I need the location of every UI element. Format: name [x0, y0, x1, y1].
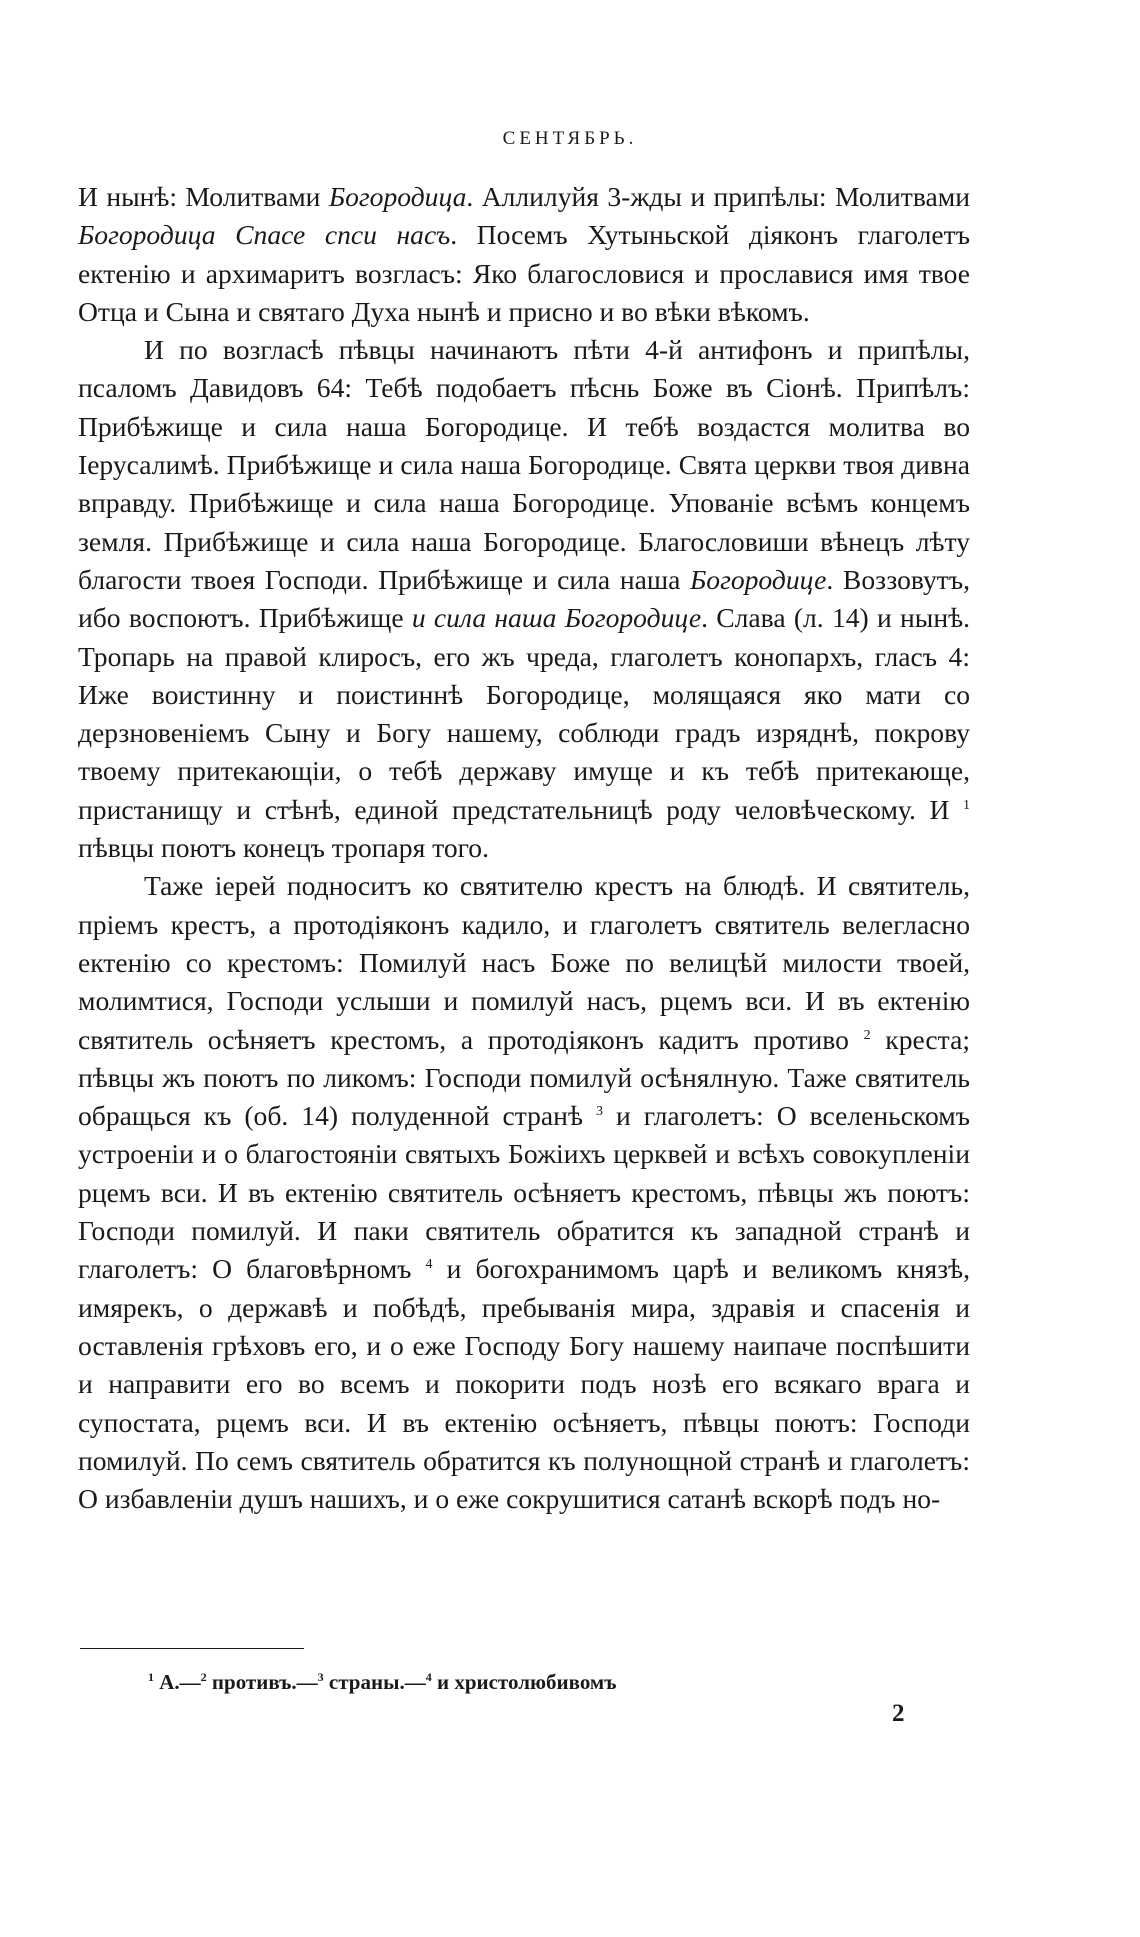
footnote-number: 3 [317, 1670, 324, 1684]
footnote-mark: 1 [963, 797, 970, 813]
footnote-mark: 3 [595, 1103, 603, 1119]
body-text [78, 178, 970, 1518]
italic-text: Богородица Спасе спси насъ [78, 219, 451, 251]
footnote-item [426, 1670, 617, 1694]
footnote-mark: 2 [863, 1027, 871, 1043]
paragraph-1 [78, 178, 970, 331]
italic-text: Богородица [328, 181, 467, 212]
footnote-text: А.— [154, 1670, 201, 1694]
footnote-text: и христолюбивомъ [431, 1670, 617, 1694]
text-run: Таже іерей подноситъ ко святителю крестъ на блюдѣ. И святитель, пріемъ крестъ, а протодіяконъ кадило, и глаголетъ святитель велегласно ектенію со крестомъ: Помилуй насъ Боже по велицѣй милости твоей, молимтися, Господи услыши и помилуй насъ, рцемъ вси. И въ ектенію святитель осѣняетъ крестомъ, а протодіяконъ кадитъ противо [78, 870, 970, 1055]
text-run: И по возгласѣ пѣвцы начинаютъ пѣти 4-й антифонъ и припѣлы, псаломъ Давидовъ 64: Тебѣ подобаетъ пѣснь Боже въ Сіонѣ. Припѣлъ: Прибѣжище и сила наша Богородице. И тебѣ воздастся молитва во Іерусалимѣ. Прибѣжище и сила наша Богородице. Свята церкви твоя дивна вправду. Прибѣжище и сила наша Богородице. Упованіе всѣмъ концемъ земля. Прибѣжище и сила наша Богородице. Благословиши вѣнецъ лѣту благости твоея Господи. Прибѣжище и сила наша [78, 334, 970, 595]
paragraph-2 [78, 331, 970, 867]
footnotes [148, 1668, 616, 1696]
page-signature: 2 [892, 1700, 905, 1727]
footnote-number: 2 [200, 1670, 207, 1684]
footnote-mark: 4 [425, 1257, 433, 1273]
text-run: . Слава (л. 14) и нынѣ. Тропарь на правой клиросъ, его жъ чреда, глаголетъ конопархъ, гласъ 4: Иже воистинну и поистиннѣ Богородице, молящаяся яко мати со дерзновеніемъ Сыну и Богу нашему, соблюди градъ изряднѣ, покрову твоему притекающіи, о тебѣ державу имуще и къ тебѣ притекающе, пристанищу и стѣнѣ, единой предстательницѣ роду человѣческому. И [78, 602, 970, 825]
text-run: . Аллилуйя 3-жды и припѣлы: Молитвами [466, 181, 970, 212]
text-run: и богохранимомъ царѣ и великомъ князѣ, имярекъ, о державѣ и побѣдѣ, пребыванія мира, здравія и спасенія и оставленія грѣховъ его, и о еже Господу Богу нашему наипаче поспѣшити и направити его во всемъ и покорити подъ нозѣ его всякаго врага и супостата, рцемъ вси. И въ ектенію осѣняетъ, пѣвцы поютъ: Господи помилуй. По семъ святитель обратится къ полунощной странѣ и глаголетъ: О избавленіи душъ нашихъ, и о еже сокрушитися сатанѣ вскорѣ подъ но- [78, 1253, 970, 1515]
text-run: пѣвцы поютъ конецъ тропаря того. [78, 832, 489, 864]
text-run: и глаголетъ: О вселеньскомъ устроеніи и о благостояніи святыхъ Божіихъ церквей и всѣхъ совокупленіи рцемъ вси. И въ ектенію святитель осѣняетъ крестомъ, пѣвцы жъ поютъ: Господи помилуй. И паки святитель обратится къ западной странѣ и глаголетъ: О благовѣрномъ [78, 1100, 970, 1285]
italic-text: Богородице [690, 563, 827, 595]
text-run: . Посемъ Хутыньской діяконъ глаголетъ ектенію и архимаритъ возгласъ: Яко благословися и прославися имя твое Отца и Сына и святаго Духа нынѣ и присно и во вѣки вѣкомъ. [78, 219, 970, 327]
text-run: И нынѣ: Молитвами [78, 181, 329, 212]
footnote-number: 1 [148, 1670, 154, 1684]
footnote-text: противъ.— [206, 1670, 318, 1694]
italic-text: и сила наша Богородице [411, 602, 702, 634]
footnote-item [201, 1670, 318, 1694]
text-run: креста; пѣвцы жъ поютъ по ликомъ: Господи помилуй осѣнялную. Таже святитель обращься къ (об. 14) полуденной странѣ [78, 1023, 970, 1132]
running-head: СЕНТЯБРЬ. [502, 128, 638, 149]
footnote-rule [80, 1648, 304, 1649]
text-run: . Воззовутъ, ибо воспоютъ. Прибѣжище [78, 563, 970, 634]
footnote-item [148, 1670, 201, 1694]
footnote-item [318, 1670, 426, 1694]
footnote-text: страны.— [323, 1670, 426, 1694]
footnote-number: 4 [425, 1670, 432, 1684]
paragraph-3 [78, 867, 970, 1518]
